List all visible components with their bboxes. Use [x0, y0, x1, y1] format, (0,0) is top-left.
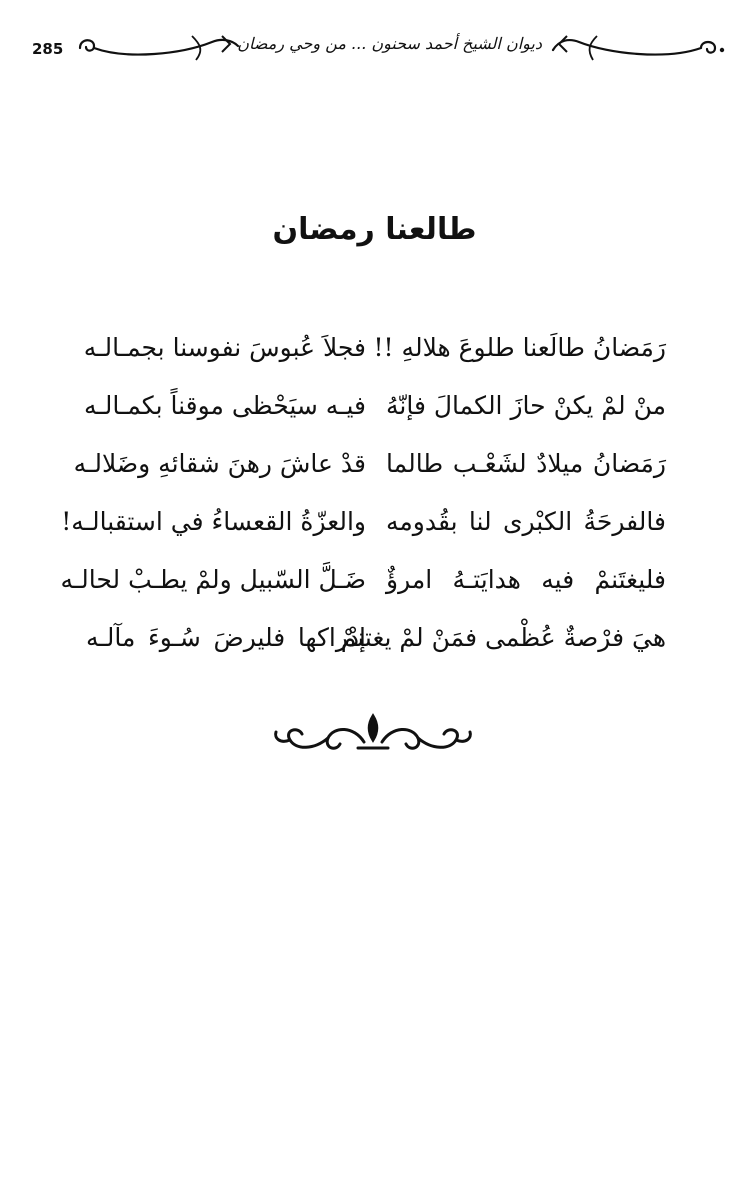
scroll-flourish-left-icon: [72, 32, 242, 64]
verse-second-hemistich: إدْراكها فليرضَ سُـوءَ مآلـه: [86, 623, 366, 652]
verse: [60, 560, 666, 618]
verse-second-hemistich: فجلاَ عُبوسَ نفوسنا بجمـالـه: [83, 333, 366, 362]
verse-first-hemistich: رَمَضانُ ميلادٌ لشَعْـب طالما: [386, 449, 666, 478]
scroll-flourish-right-icon: [547, 32, 725, 64]
verse-first-hemistich: فالفرحَةُ الكبْرى لنا بقُدومه: [386, 507, 666, 536]
verse: [83, 328, 666, 386]
fleuron-ornament-icon: [268, 708, 478, 758]
page-number: 285: [32, 40, 64, 58]
running-head-title: ديوان الشيخ أحمد سحنون ... من وحي رمضان: [237, 34, 542, 53]
verse-second-hemistich: والعزّةُ القعساءُ في استقبالـه!: [61, 507, 366, 536]
verse-first-hemistich: رَمَضانُ طالَعنا طلوعَ هلالهِ !!: [373, 333, 666, 362]
poem-body: [60, 328, 666, 676]
poem-title: طالعنا رمضان: [272, 212, 477, 247]
verse-second-hemistich: ضَـلَّ السّبيل ولمْ يطـبْ لحالـه: [60, 565, 366, 594]
verse: [86, 618, 666, 676]
verse-first-hemistich: فليغتَنمْ فيه هدايَتـهُ امرؤٌ: [386, 565, 666, 594]
verse-first-hemistich: منْ لمْ يكنْ حازَ الكمالَ فإنّهُ: [386, 391, 666, 420]
verse: [86, 386, 666, 444]
verse-first-hemistich: هيَ فرْصةٌ عُظْمى فمَنْ لمْ يغتنمْ: [340, 623, 666, 652]
verse-second-hemistich: قدْ عاشَ رهنَ شقائهِ وضَلالـه: [73, 449, 366, 478]
verse: [61, 502, 666, 560]
verse-second-hemistich: فيـه سيَحْظى موقناً بكمـالـه: [84, 391, 366, 420]
verse: [73, 444, 666, 502]
page-header: [22, 24, 727, 70]
